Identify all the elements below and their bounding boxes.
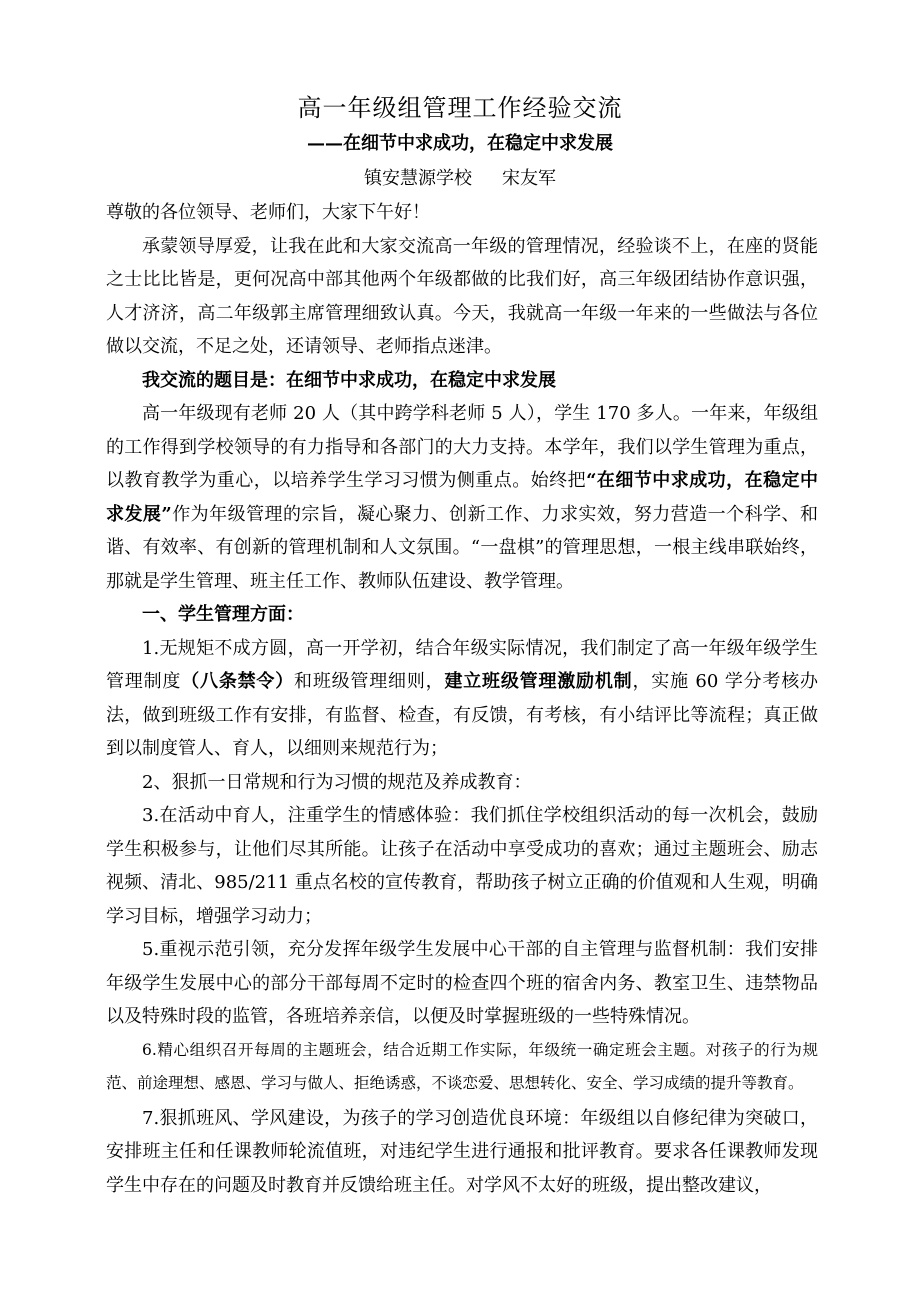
- overview-motto: “在细节中求成功，在稳定中求发展”: [106, 470, 819, 525]
- item-5: 5.重视示范引领，充分发挥年级学生发展中心干部的自主管理与监督机制：我们安排年级学生发展中心的部分干部每周不定时的检查四个班的宿舍内务、教室卫生、违禁物品以及特殊时段的监管，各班培养亲信，以便及时掌握班级的一些特殊情况。: [106, 939, 818, 1027]
- page-subtitle: ——在细节中求成功，在稳定中求发展: [307, 133, 613, 154]
- author-name: 宋友军: [502, 168, 556, 189]
- item1-part-d: ，实施 60 学分考核办法，做到班级工作有安排，有监督、检查，有反馈，有考核，有小结评比等流程；真正做到以制度管人、育人，以细则来规范行为；: [106, 671, 819, 759]
- page-title: 高一年级组管理工作经验交流: [297, 94, 623, 122]
- greeting: 尊敬的各位领导、老师们，大家下午好！: [106, 202, 430, 223]
- topic-text: 我交流的题目是：在细节中求成功，在稳定中求发展: [142, 369, 556, 391]
- section1-heading: [106, 598, 818, 632]
- item-1: [106, 632, 818, 766]
- overview-part2: 作为年级管理的宗旨，凝心聚力、创新工作、力求实效，努力营造一个科学、和谐、有效率、有创新的管理机制和人文氛围。“一盘棋”的管理思想，一根主线串联始终，那就是学生管理、班主任工作、教师队伍建设、教学管理。: [106, 503, 818, 592]
- author-line: [0, 166, 920, 192]
- document-body: [106, 196, 818, 1202]
- intro-paragraph: 承蒙领导厚爱，让我在此和大家交流高一年级的管理情况，经验谈不上，在座的贤能之士比比皆是，更何况高中部其他两个年级都做的比我们好，高三年级团结协作意识强，人才济济，高二年级郭主席管理细致认真。今天，我就高一年级一年来的一些做法与各位做以交流，不足之处，还请领导、老师指点迷津。: [106, 235, 818, 357]
- topic-heading: [106, 364, 818, 398]
- overview-paragraph: [106, 397, 818, 598]
- item1-part-a: 1.无规矩不成方圆，高一开学初，结合年级实际情况，我们制定了高一年级年级学生管理制度: [106, 637, 818, 692]
- author-school: 镇安慧源学校: [364, 168, 472, 189]
- item-2: 2、狠抓一日常规和行为习惯的规范及养成教育：: [142, 771, 532, 793]
- item1-bold-2: 建立班级管理激励机制: [444, 671, 633, 692]
- item-3: 3.在活动中育人，注重学生的情感体验：我们抓住学校组织活动的每一次机会，鼓励学生积极参与，让他们尽其所能。让孩子在活动中享受成功的喜欢；通过主题班会、励志视频、清北、985/211 重点名校的宣传教育，帮助孩子树立正确的价值观和人生观，明确学习目标，增强学习动力；: [106, 805, 818, 927]
- item1-part-c: 和班级管理细则，: [294, 671, 445, 692]
- item-7: 7.狠抓班风、学风建设，为孩子的学习创造优良环境：年级组以自修纪律为突破口，安排班主任和任课教师轮流值班，对违纪学生进行通报和批评教育。要求各任课教师发现学生中存在的问题及时教育并反馈给班主任。对学风不太好的班级，提出整改建议，: [106, 1107, 818, 1196]
- section1-heading-text: 一、学生管理方面：: [142, 604, 304, 625]
- overview-part1: 高一年级现有老师 20 人（其中跨学科老师 5 人），学生 170 多人。一年来，年级组的工作得到学校领导的有力指导和各部门的大力支持。本学年，我们以学生管理为重点，以教育教学为重心，以培养学生学习习惯为侧重点。始终把: [106, 403, 818, 491]
- item-6: 6.精心组织召开每周的主题班会，结合近期工作实际，年级统一确定班会主题。对孩子的行为规范、前途理想、感恩、学习与做人、拒绝诱惑，不谈恋爱、思想转化、安全、学习成绩的提升等教育。: [106, 1040, 818, 1092]
- item1-bold-1: （八条禁令）: [181, 671, 295, 692]
